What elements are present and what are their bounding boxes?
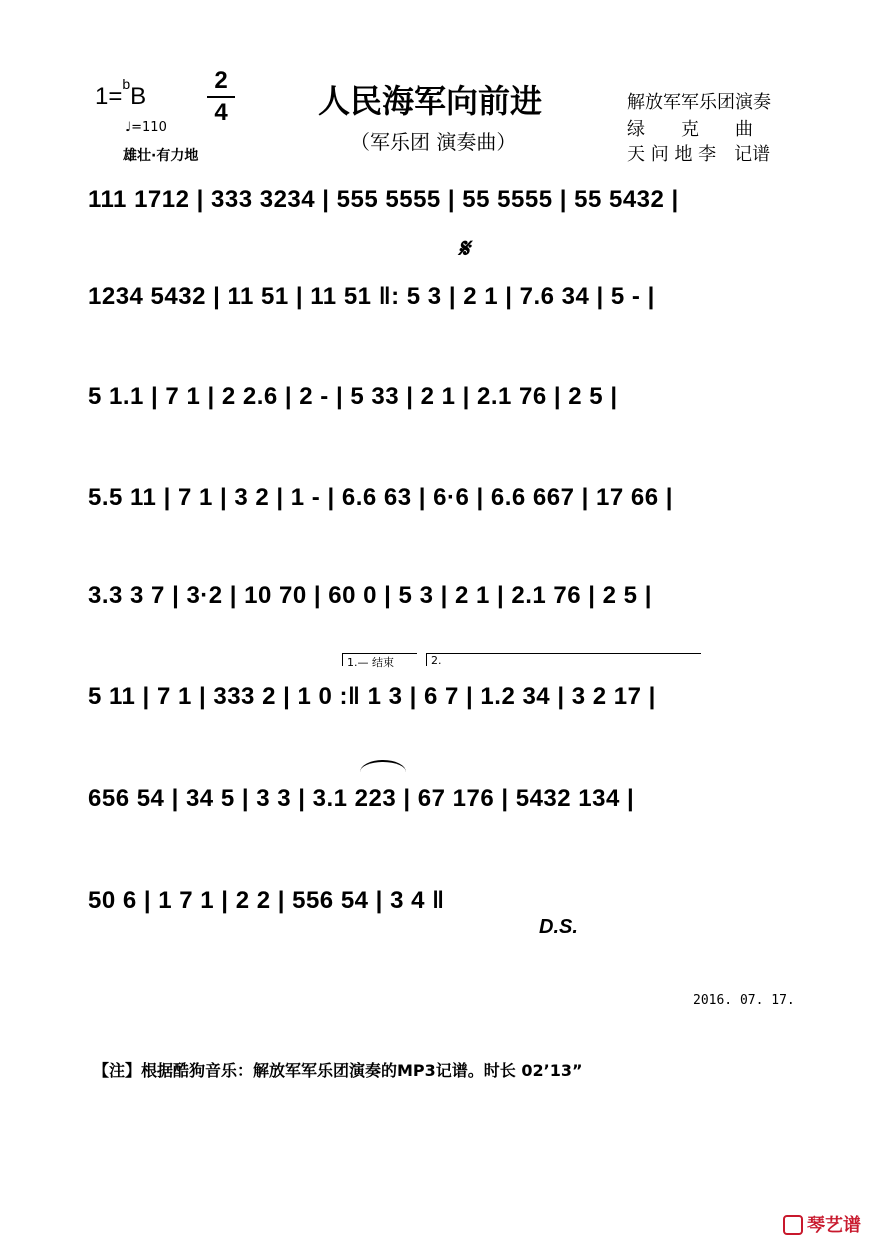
score-line-7: 656 54 | 34 5 | 3 3 | 3.1 223 | 67 176 | 5432 134 |	[88, 785, 635, 812]
expression-mark: 雄壮·有力地	[123, 148, 199, 164]
page-subtitle: （军乐团 演奏曲）	[350, 130, 517, 154]
credit-composer: 绿 克 曲	[627, 119, 753, 140]
segno-sign: 𝄋	[458, 234, 470, 264]
key-signature: 1=$^b$B	[95, 76, 147, 110]
tempo-mark: ♩=110	[125, 120, 167, 135]
score-line-2: 1234 5432 | 11 51 | 11 51 ‖: 5 3 | 2 1 | 7.6 34 | 5 - |	[88, 283, 655, 310]
time-signature-bottom: 4	[214, 99, 228, 126]
logo-icon	[783, 1215, 803, 1235]
score-line-4: 5.5 11 | 7 1 | 3 2 | 1 - | 6.6 63 | 6·6 | 6.6 667 | 17 66 |	[88, 484, 673, 511]
time-signature	[205, 66, 237, 128]
score-line-8: 50 6 | 1 7 1 | 2 2 | 556 54 | 3 4 ‖	[88, 887, 445, 914]
score-line-1: 111 1712 | 333 3234 | 555 5555 | 55 5555 | 55 5432 |	[88, 186, 679, 213]
volta-first-ending: 1.— 结束	[342, 653, 417, 666]
credit-transcriber: 天 问 地 李 记谱	[627, 144, 771, 165]
score-line-5: 3.3 3 7 | 3·2 | 10 70 | 60 0 | 5 3 | 2 1 | 2.1 76 | 2 5 |	[88, 582, 652, 609]
score-line-6: 5 11 | 7 1 | 333 2 | 1 0 :‖ 1 3 | 6 7 | 1.2 34 | 3 2 17 |	[88, 683, 656, 710]
volta-second-ending: 2.	[426, 653, 701, 666]
dal-segno-mark: D.S.	[539, 916, 578, 938]
page-title: 人民海军向前进	[318, 82, 543, 120]
footnote: 【注】根据酷狗音乐：解放军军乐团演奏的MP3记谱。时长 02’13”	[93, 1061, 583, 1080]
score-line-3: 5 1.1 | 7 1 | 2 2.6 | 2 - | 5 33 | 2 1 | 2.1 76 | 2 5 |	[88, 383, 618, 410]
time-signature-top: 2	[214, 67, 228, 94]
time-signature-bar	[207, 96, 235, 98]
credit-performer: 解放军军乐团演奏	[627, 92, 771, 113]
transcription-date: 2016. 07. 17.	[693, 993, 795, 1008]
site-logo	[783, 1211, 861, 1237]
tie-slur	[360, 760, 406, 784]
logo-text: 琴艺谱	[807, 1215, 861, 1236]
